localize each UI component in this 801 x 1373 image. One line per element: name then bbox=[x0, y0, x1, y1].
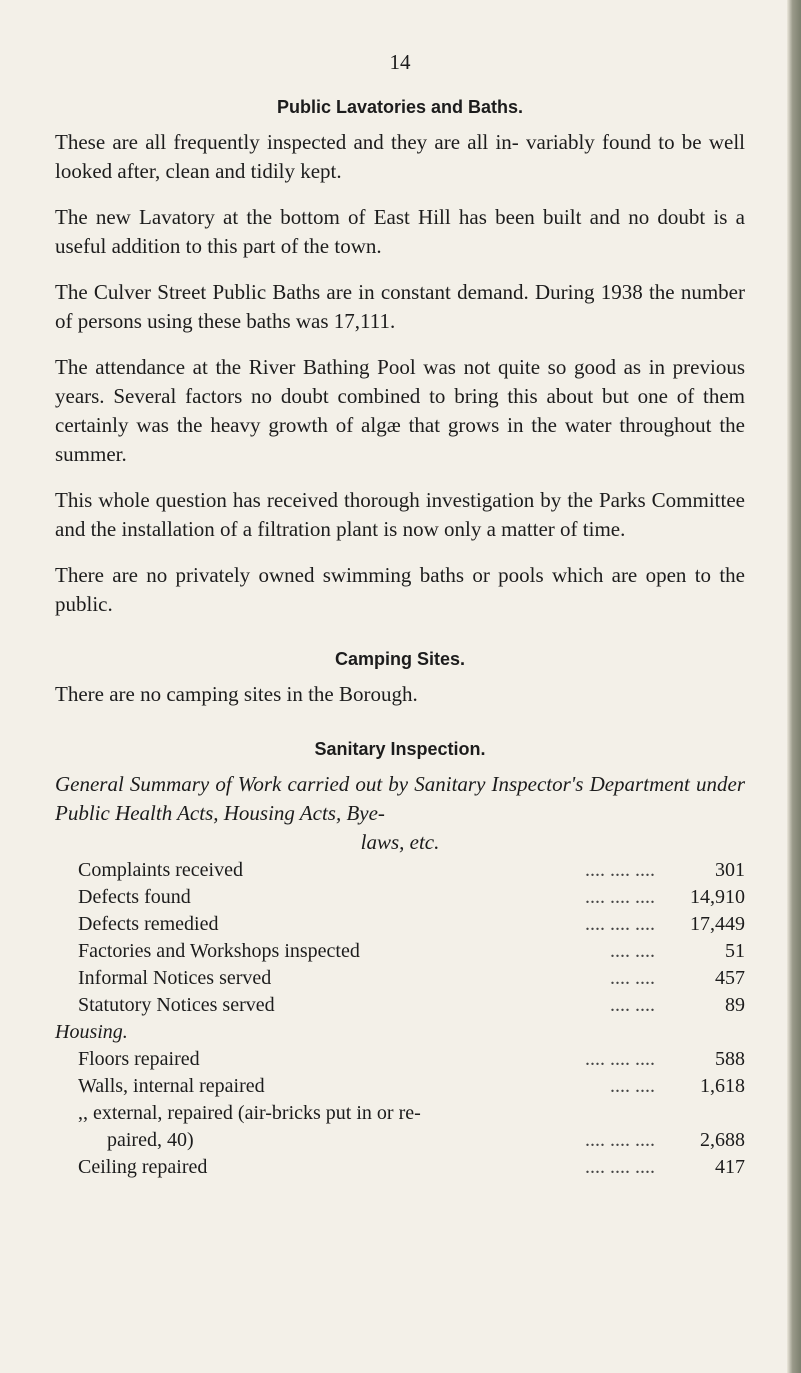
housing-label: Housing. bbox=[55, 1021, 128, 1043]
leader-dots: .... .... bbox=[610, 1075, 655, 1097]
leader-dots: .... .... bbox=[610, 940, 655, 962]
list-item bbox=[55, 1100, 745, 1127]
item-label: Informal Notices served bbox=[78, 967, 272, 989]
item-label: Statutory Notices served bbox=[78, 994, 275, 1016]
item-value: 588 bbox=[715, 1048, 745, 1070]
item-label: Defects remedied bbox=[78, 913, 219, 935]
list-item bbox=[55, 857, 745, 884]
item-value: 14,910 bbox=[690, 886, 745, 908]
leader-dots: .... .... bbox=[610, 967, 655, 989]
paragraph: The attendance at the River Bathing Pool was not quite so good as in previous years. Several factors no doubt combined to bring this about but one of them certainly was the heavy growth of algæ that grows in the water throughout the summer. bbox=[55, 355, 745, 466]
summary-title-end: laws, etc. bbox=[360, 830, 440, 854]
summary-title-text: General Summary of Work carried out by Sanitary Inspector's Department under Public Health Acts, Housing Acts, Bye- bbox=[55, 772, 745, 825]
heading-camping: Camping Sites. bbox=[334, 649, 466, 669]
document-page bbox=[55, 50, 745, 1181]
list-item bbox=[55, 965, 745, 992]
list-item bbox=[55, 911, 745, 938]
list-item bbox=[55, 1154, 745, 1181]
item-value: 457 bbox=[715, 967, 745, 989]
list-item bbox=[55, 992, 745, 1019]
item-label: Walls, internal repaired bbox=[78, 1075, 265, 1097]
leader-dots: .... .... .... bbox=[585, 913, 655, 935]
leader-dots: .... .... .... bbox=[585, 859, 655, 881]
page-number: 14 bbox=[389, 50, 411, 74]
item-value: 89 bbox=[725, 994, 745, 1016]
leader-dots: .... .... .... bbox=[585, 1129, 655, 1151]
item-label: Ceiling repaired bbox=[78, 1156, 208, 1178]
paragraph: The Culver Street Public Baths are in constant demand. During 1938 the number of persons using these baths was 17,111. bbox=[55, 280, 745, 333]
list-item bbox=[55, 1046, 745, 1073]
item-label: Complaints received bbox=[78, 859, 243, 881]
paragraph: The new Lavatory at the bottom of East Hill has been built and no doubt is a useful addition to this part of the town. bbox=[55, 205, 745, 258]
page-edge-shadow bbox=[787, 0, 801, 1373]
item-value: 301 bbox=[715, 859, 745, 881]
item-label: ,, external, repaired (air-bricks put in or re- bbox=[78, 1102, 421, 1124]
list-item bbox=[55, 1073, 745, 1100]
item-value: 2,688 bbox=[700, 1129, 745, 1151]
leader-dots: .... .... bbox=[610, 994, 655, 1016]
paragraph: There are no camping sites in the Borough. bbox=[55, 682, 418, 706]
paragraph: There are no privately owned swimming baths or pools which are open to the public. bbox=[55, 563, 745, 616]
item-value: 17,449 bbox=[690, 913, 745, 935]
item-label: paired, 40) bbox=[107, 1129, 194, 1151]
paragraph: This whole question has received thorough investigation by the Parks Committee and the installation of a filtration plant is now only a matter of time. bbox=[55, 488, 745, 541]
summary-list bbox=[55, 857, 745, 1181]
summary-title bbox=[55, 770, 745, 857]
leader-dots: .... .... .... bbox=[585, 886, 655, 908]
item-value: 1,618 bbox=[700, 1075, 745, 1097]
leader-dots: .... .... .... bbox=[585, 1048, 655, 1070]
heading-sanitary: Sanitary Inspection. bbox=[314, 739, 486, 759]
list-item bbox=[55, 1127, 745, 1154]
list-item bbox=[55, 884, 745, 911]
item-value: 417 bbox=[715, 1156, 745, 1178]
item-label: Floors repaired bbox=[78, 1048, 200, 1070]
list-item bbox=[55, 938, 745, 965]
paragraph: These are all frequently inspected and they are all in- variably found to be well looked after, clean and tidily kept. bbox=[55, 130, 745, 183]
item-label: Defects found bbox=[78, 886, 191, 908]
leader-dots: .... .... .... bbox=[585, 1156, 655, 1178]
item-value: 51 bbox=[725, 940, 745, 962]
heading-lavatories: Public Lavatories and Baths. bbox=[276, 97, 524, 117]
item-label: Factories and Workshops inspected bbox=[78, 940, 360, 962]
